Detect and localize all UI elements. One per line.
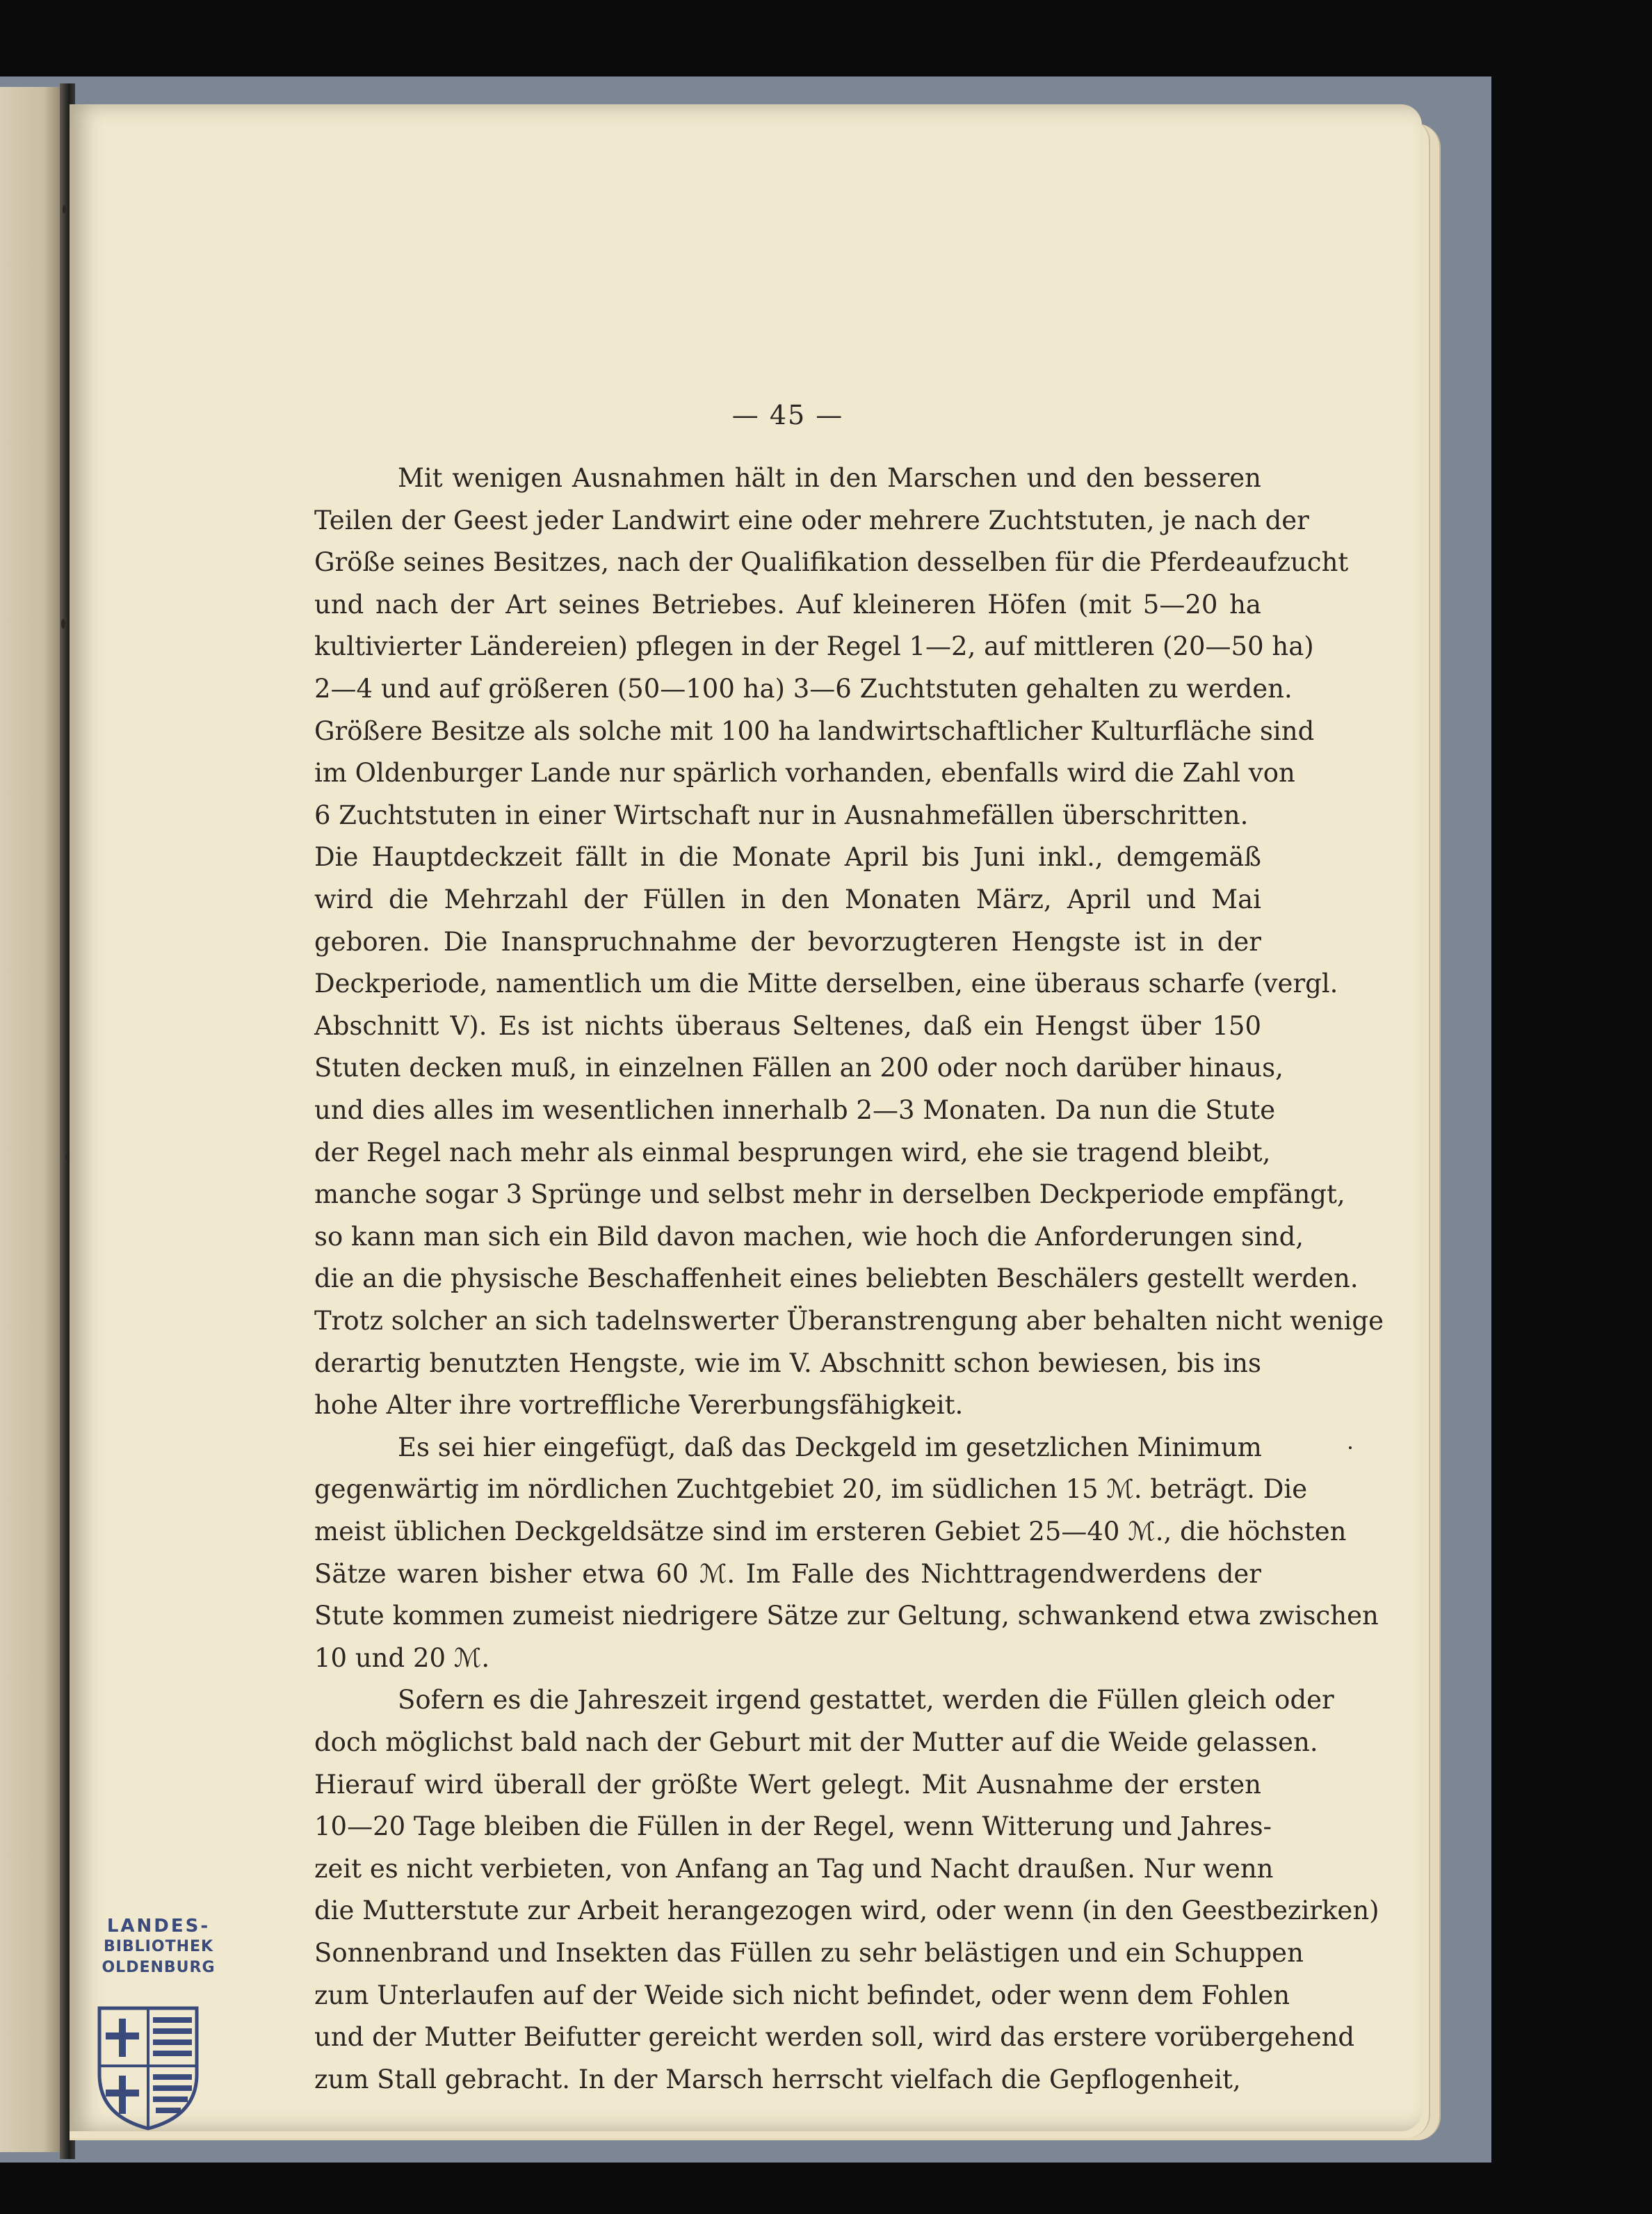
text-line: Größe seines Besitzes, nach der Qualifikation desselben für die Pferdeaufzucht [314, 547, 1349, 578]
previous-page-edge [0, 87, 63, 2152]
text-line: kultivierter Ländereien) pflegen in der Regel 1—2, auf mittleren (20—50 ha) [314, 631, 1314, 662]
text-line: geboren. Die Inanspruchnahme der bevorzugteren Hengste ist in der [314, 926, 1261, 957]
text-line: Deckperiode, namentlich um die Mitte derselben, eine überaus scharfe (vergl. [314, 969, 1338, 999]
text-line: Mit wenigen Ausnahmen hält in den Marschen und den besseren [398, 463, 1261, 493]
text-line: die Mutterstute zur Arbeit herangezogen wird, oder wenn (in den Geestbezirken) [314, 1896, 1379, 1926]
text-line: meist üblichen Deckgeldsätze sind im ersteren Gebiet 25—40 ℳ., die höchsten [314, 1517, 1347, 1546]
text-line: doch möglichst bald nach der Geburt mit der Mutter auf die Weide gelassen. [314, 1727, 1318, 1757]
text-line: Stuten decken muß, in einzelnen Fällen an 200 oder noch darüber hinaus, [314, 1053, 1283, 1083]
text-line: hohe Alter ihre vortreffliche Vererbungsfähigkeit. [314, 1390, 964, 1421]
text-line: Stute kommen zumeist niedrigere Sätze zur Geltung, schwankend etwa zwischen [314, 1601, 1379, 1631]
text-line: 10—20 Tage bleiben die Füllen in der Regel, wenn Witterung und Jahres- [314, 1811, 1272, 1842]
text-line: manche sogar 3 Sprünge und selbst mehr in derselben Deckperiode empfängt, [314, 1179, 1345, 1210]
speck [1349, 1446, 1352, 1449]
coat-of-arms-icon [96, 2005, 200, 2130]
book-page [70, 104, 1422, 2131]
text-line: und nach der Art seines Betriebes. Auf kleineren Höfen (mit 5—20 ha [314, 589, 1261, 620]
speck [63, 205, 66, 213]
text-line: Sofern es die Jahreszeit irgend gestattet, werden die Füllen gleich oder [398, 1685, 1334, 1715]
text-line: Sonnenbrand und Insekten das Füllen zu sehr belästigen und ein Schuppen [314, 1938, 1304, 1968]
stamp-line-1: LANDES- [106, 1916, 211, 1937]
text-line: und der Mutter Beifutter gereicht werden soll, wird das erstere vorübergehend [314, 2022, 1355, 2053]
text-line: 2—4 und auf größeren (50—100 ha) 3—6 Zuchtstuten gehalten zu werden. [314, 674, 1293, 704]
text-line: zum Stall gebracht. In der Marsch herrscht vielfach die Gepflogenheit, [314, 2064, 1241, 2094]
stamp-line-3: OLDENBURG [102, 1959, 216, 1976]
text-line: derartig benutzten Hengste, wie im V. Abschnitt schon bewiesen, bis ins [314, 1348, 1261, 1378]
text-line: 10 und 20 ℳ. [314, 1642, 490, 1673]
stamp-line-2: BIBLIOTHEK [103, 1938, 214, 1955]
text-line: Sätze waren bisher etwa 60 ℳ. Im Falle des Nichttragendwerdens der [314, 1558, 1261, 1589]
text-line: Die Hauptdeckzeit fällt in die Monate April bis Juni inkl., demgemäß [314, 842, 1261, 873]
speck [65, 1154, 68, 1160]
text-line: Größere Besitze als solche mit 100 ha landwirtschaftlicher Kulturfläche sind [314, 716, 1315, 746]
text-line: gegenwärtig im nördlichen Zuchtgebiet 20, im südlichen 15 ℳ. beträgt. Die [314, 1474, 1308, 1505]
text-line: wird die Mehrzahl der Füllen in den Monaten März, April und Mai [314, 884, 1261, 914]
text-line: Hierauf wird überall der größte Wert gelegt. Mit Ausnahme der ersten [314, 1769, 1261, 1800]
text-line: Abschnitt V). Es ist nichts überaus Seltenes, daß ein Hengst über 150 [314, 1010, 1261, 1041]
text-line: zeit es nicht verbieten, von Anfang an Tag und Nacht draußen. Nur wenn [314, 1853, 1274, 1884]
text-line: im Oldenburger Lande nur spärlich vorhanden, ebenfalls wird die Zahl von [314, 758, 1295, 789]
library-stamp [89, 1916, 228, 2145]
speck [61, 619, 65, 629]
text-line: und dies alles im wesentlichen innerhalb 2—3 Monaten. Da nun die Stute [314, 1095, 1276, 1125]
text-line: 6 Zuchtstuten in einer Wirtschaft nur in Ausnahmefällen überschritten. [314, 800, 1249, 830]
text-line: zum Unterlaufen auf der Weide sich nicht befindet, oder wenn dem Fohlen [314, 1980, 1290, 2010]
stamp-text [89, 1916, 228, 1978]
page-number: — 45 — [731, 400, 844, 430]
text-line: Es sei hier eingefügt, daß das Deckgeld im gesetzlichen Minimum [398, 1432, 1262, 1462]
text-line: so kann man sich ein Bild davon machen, wie hoch die Anforderungen sind, [314, 1221, 1304, 1252]
text-line: der Regel nach mehr als einmal besprungen wird, ehe sie tragend bleibt, [314, 1137, 1271, 1167]
text-line: die an die physische Beschaffenheit eines beliebten Beschälers gestellt werden. [314, 1263, 1359, 1294]
text-line: Teilen der Geest jeder Landwirt eine oder mehrere Zuchtstuten, je nach der [314, 505, 1309, 535]
text-line: Trotz solcher an sich tadelnswerter Überanstrengung aber behalten nicht wenige [314, 1306, 1384, 1336]
